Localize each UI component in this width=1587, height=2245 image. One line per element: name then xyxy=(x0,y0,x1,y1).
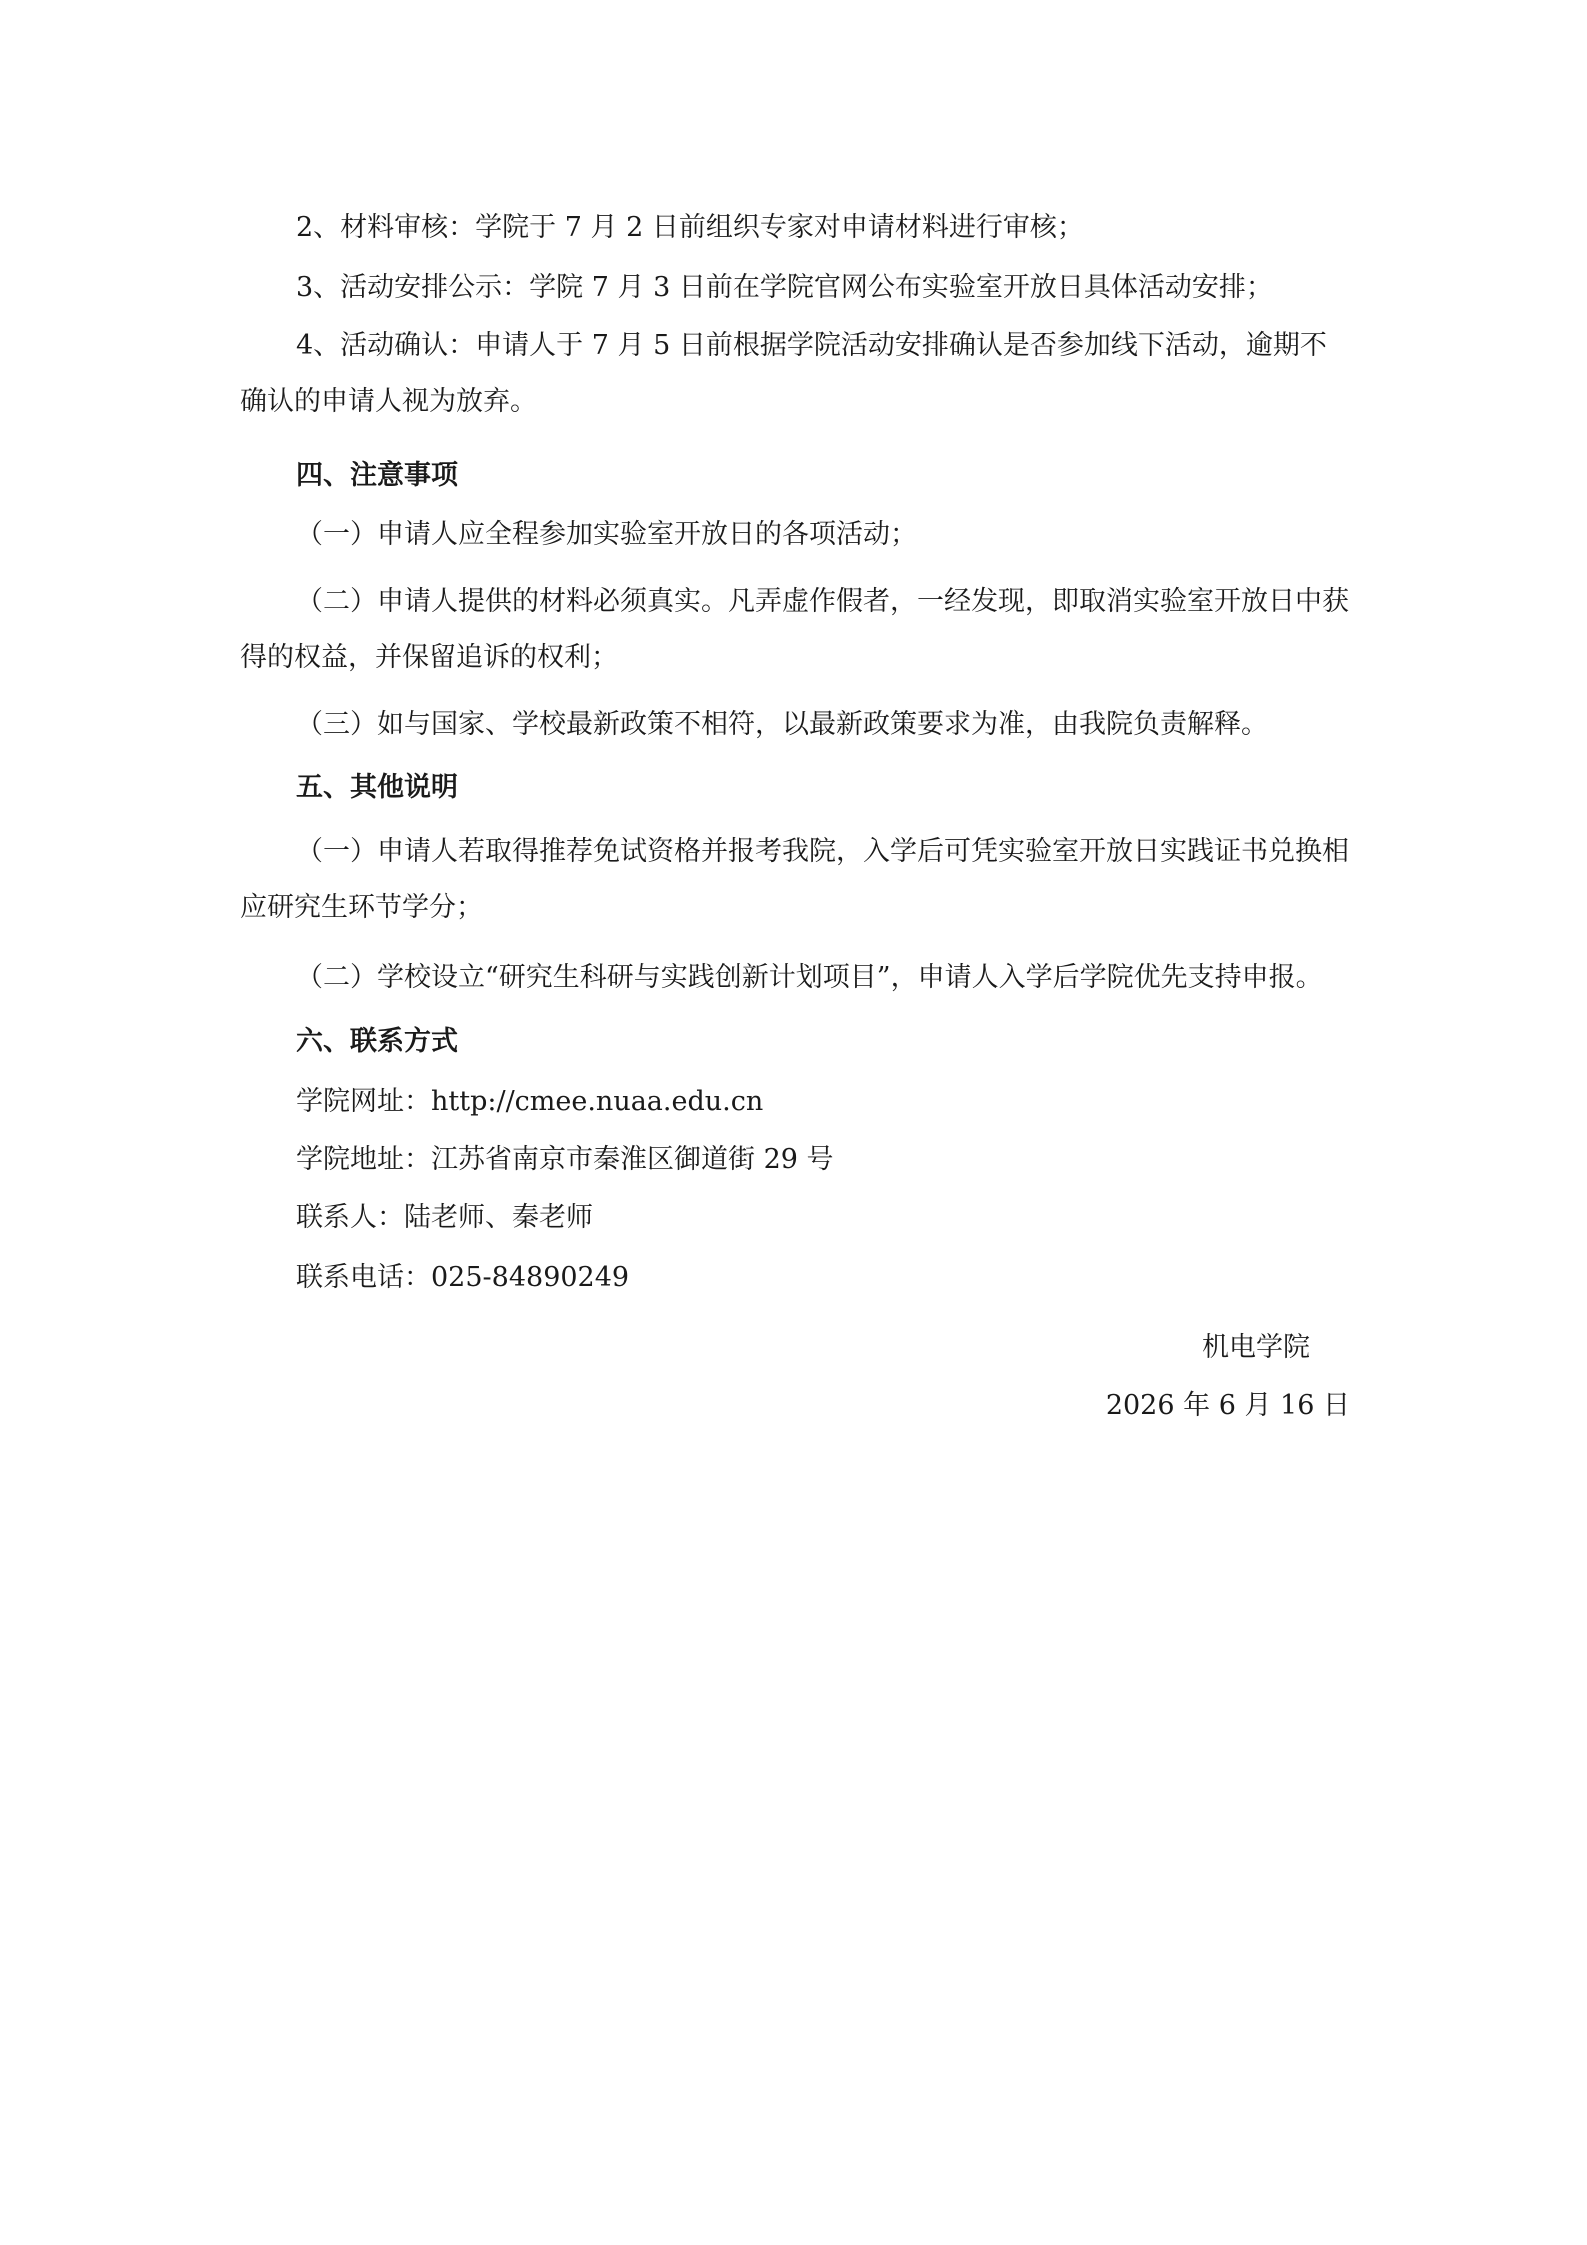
section-5-item-2: （二）学校设立“研究生科研与实践创新计划项目”，申请人入学后学院优先支持申报。 xyxy=(296,962,1323,993)
contact-address: 学院地址：江苏省南京市秦淮区御道街 29 号 xyxy=(296,1144,834,1175)
step-2-text: 2、材料审核：学院于 7 月 2 日前组织专家对申请材料进行审核； xyxy=(296,212,1084,243)
contact-website: 学院网址：http://cmee.nuaa.edu.cn xyxy=(296,1086,764,1117)
step-3-text: 3、活动安排公示：学院 7 月 3 日前在学院官网公布实验室开放日具体活动安排； xyxy=(296,272,1273,303)
section-5-heading: 五、其他说明 xyxy=(296,772,458,803)
contact-person: 联系人：陆老师、秦老师 xyxy=(296,1202,593,1233)
contact-phone: 联系电话：025-84890249 xyxy=(296,1262,630,1293)
section-4-heading: 四、注意事项 xyxy=(296,460,458,491)
section-4-item-2: （二）申请人提供的材料必须真实。凡弄虚作假者，一经发现，即取消实验室开放日中获得的权益，并保留追诉的权利； xyxy=(240,586,1349,673)
section-5-item-1: （一）申请人若取得推荐免试资格并报考我院，入学后可凭实验室开放日实践证书兑换相应研究生环节学分； xyxy=(240,836,1349,923)
section-4-item-3: （三）如与国家、学校最新政策不相符，以最新政策要求为准，由我院负责解释。 xyxy=(296,709,1268,740)
signature-date: 2026 年 6 月 16 日 xyxy=(1105,1390,1350,1421)
section-6-heading: 六、联系方式 xyxy=(296,1026,458,1057)
section-4-item-1: （一）申请人应全程参加实验室开放日的各项活动； xyxy=(296,519,917,550)
step-4-text: 4、活动确认：申请人于 7 月 5 日前根据学院活动安排确认是否参加线下活动，逾期不确认的申请人视为放弃。 xyxy=(240,330,1327,417)
signature-org: 机电学院 xyxy=(1202,1332,1310,1363)
